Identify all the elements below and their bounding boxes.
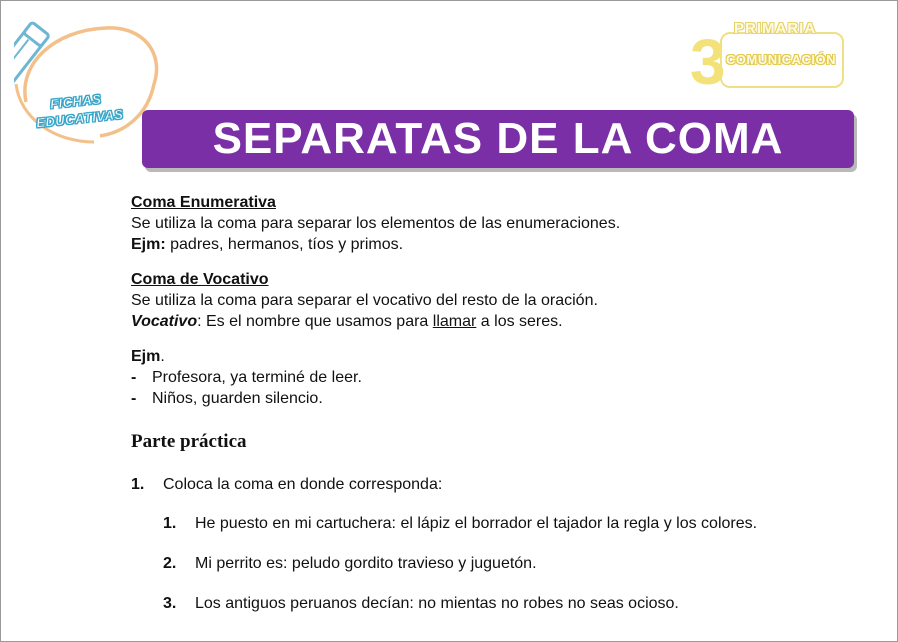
examples-list [131,367,821,409]
examples-period: . [160,348,165,365]
badge-grade-number: 3 [690,26,726,98]
definition-line [131,311,821,332]
list-item [131,388,821,409]
section-examples [131,346,821,409]
list-item-text: Profesora, ya terminé de leer. [152,369,362,386]
logo-text-line1: FICHAS [49,91,103,112]
document-content [131,192,821,633]
definition-term: Vocativo [131,313,198,330]
practice-question [131,474,821,495]
definition-after: a los seres. [476,313,563,330]
badge-level: PRIMARIA [734,20,817,37]
example-line [131,234,821,255]
list-item [163,513,812,534]
section-text: Se utiliza la coma para separar los elementos de las enumeraciones. [131,215,621,232]
practice-title: Parte práctica [131,431,247,452]
list-item [163,593,812,614]
list-dash: - [131,369,137,386]
item-text: Mi perrito es: peludo gordito travieso y juguetón. [195,555,537,572]
definition-before: : Es el nombre que usamos para [197,313,433,330]
section-text: Se utiliza la coma para separar el vocativo del resto de la oración. [131,292,598,309]
question-number: 1. [131,476,145,493]
page-title: SEPARATAS DE LA COMA [212,114,784,163]
item-number: 2. [163,555,177,572]
title-banner [142,110,854,168]
grade-subject-badge [690,20,850,100]
section-heading: Coma Enumerativa [131,194,276,211]
examples-label: Ejm [131,348,161,365]
examples-label-line [131,346,821,367]
section-coma-vocativo [131,269,821,332]
question-text: Coloca la coma en donde corresponda: [163,476,443,493]
item-text: Los antiguos peruanos decían: no mientas no robes no seas ocioso. [195,595,679,612]
item-text: He puesto en mi cartuchera: el lápiz el borrador el tajador la regla y los colores. [195,515,758,532]
list-item-text: Niños, guarden silencio. [152,390,323,407]
definition-underlined: llamar [432,313,477,330]
example-text: padres, hermanos, tíos y primos. [165,236,404,253]
list-item [163,553,812,574]
list-dash: - [131,390,137,407]
section-coma-enumerativa [131,192,821,255]
item-number: 1. [163,515,177,532]
example-label: Ejm: [131,236,166,253]
section-heading: Coma de Vocativo [131,271,269,288]
item-number: 3. [163,595,177,612]
badge-subject: COMUNICACIÓN [726,52,836,67]
practice-items [131,513,821,614]
logo-text-line2: EDUCATIVAS [35,106,125,131]
list-item [131,367,821,388]
